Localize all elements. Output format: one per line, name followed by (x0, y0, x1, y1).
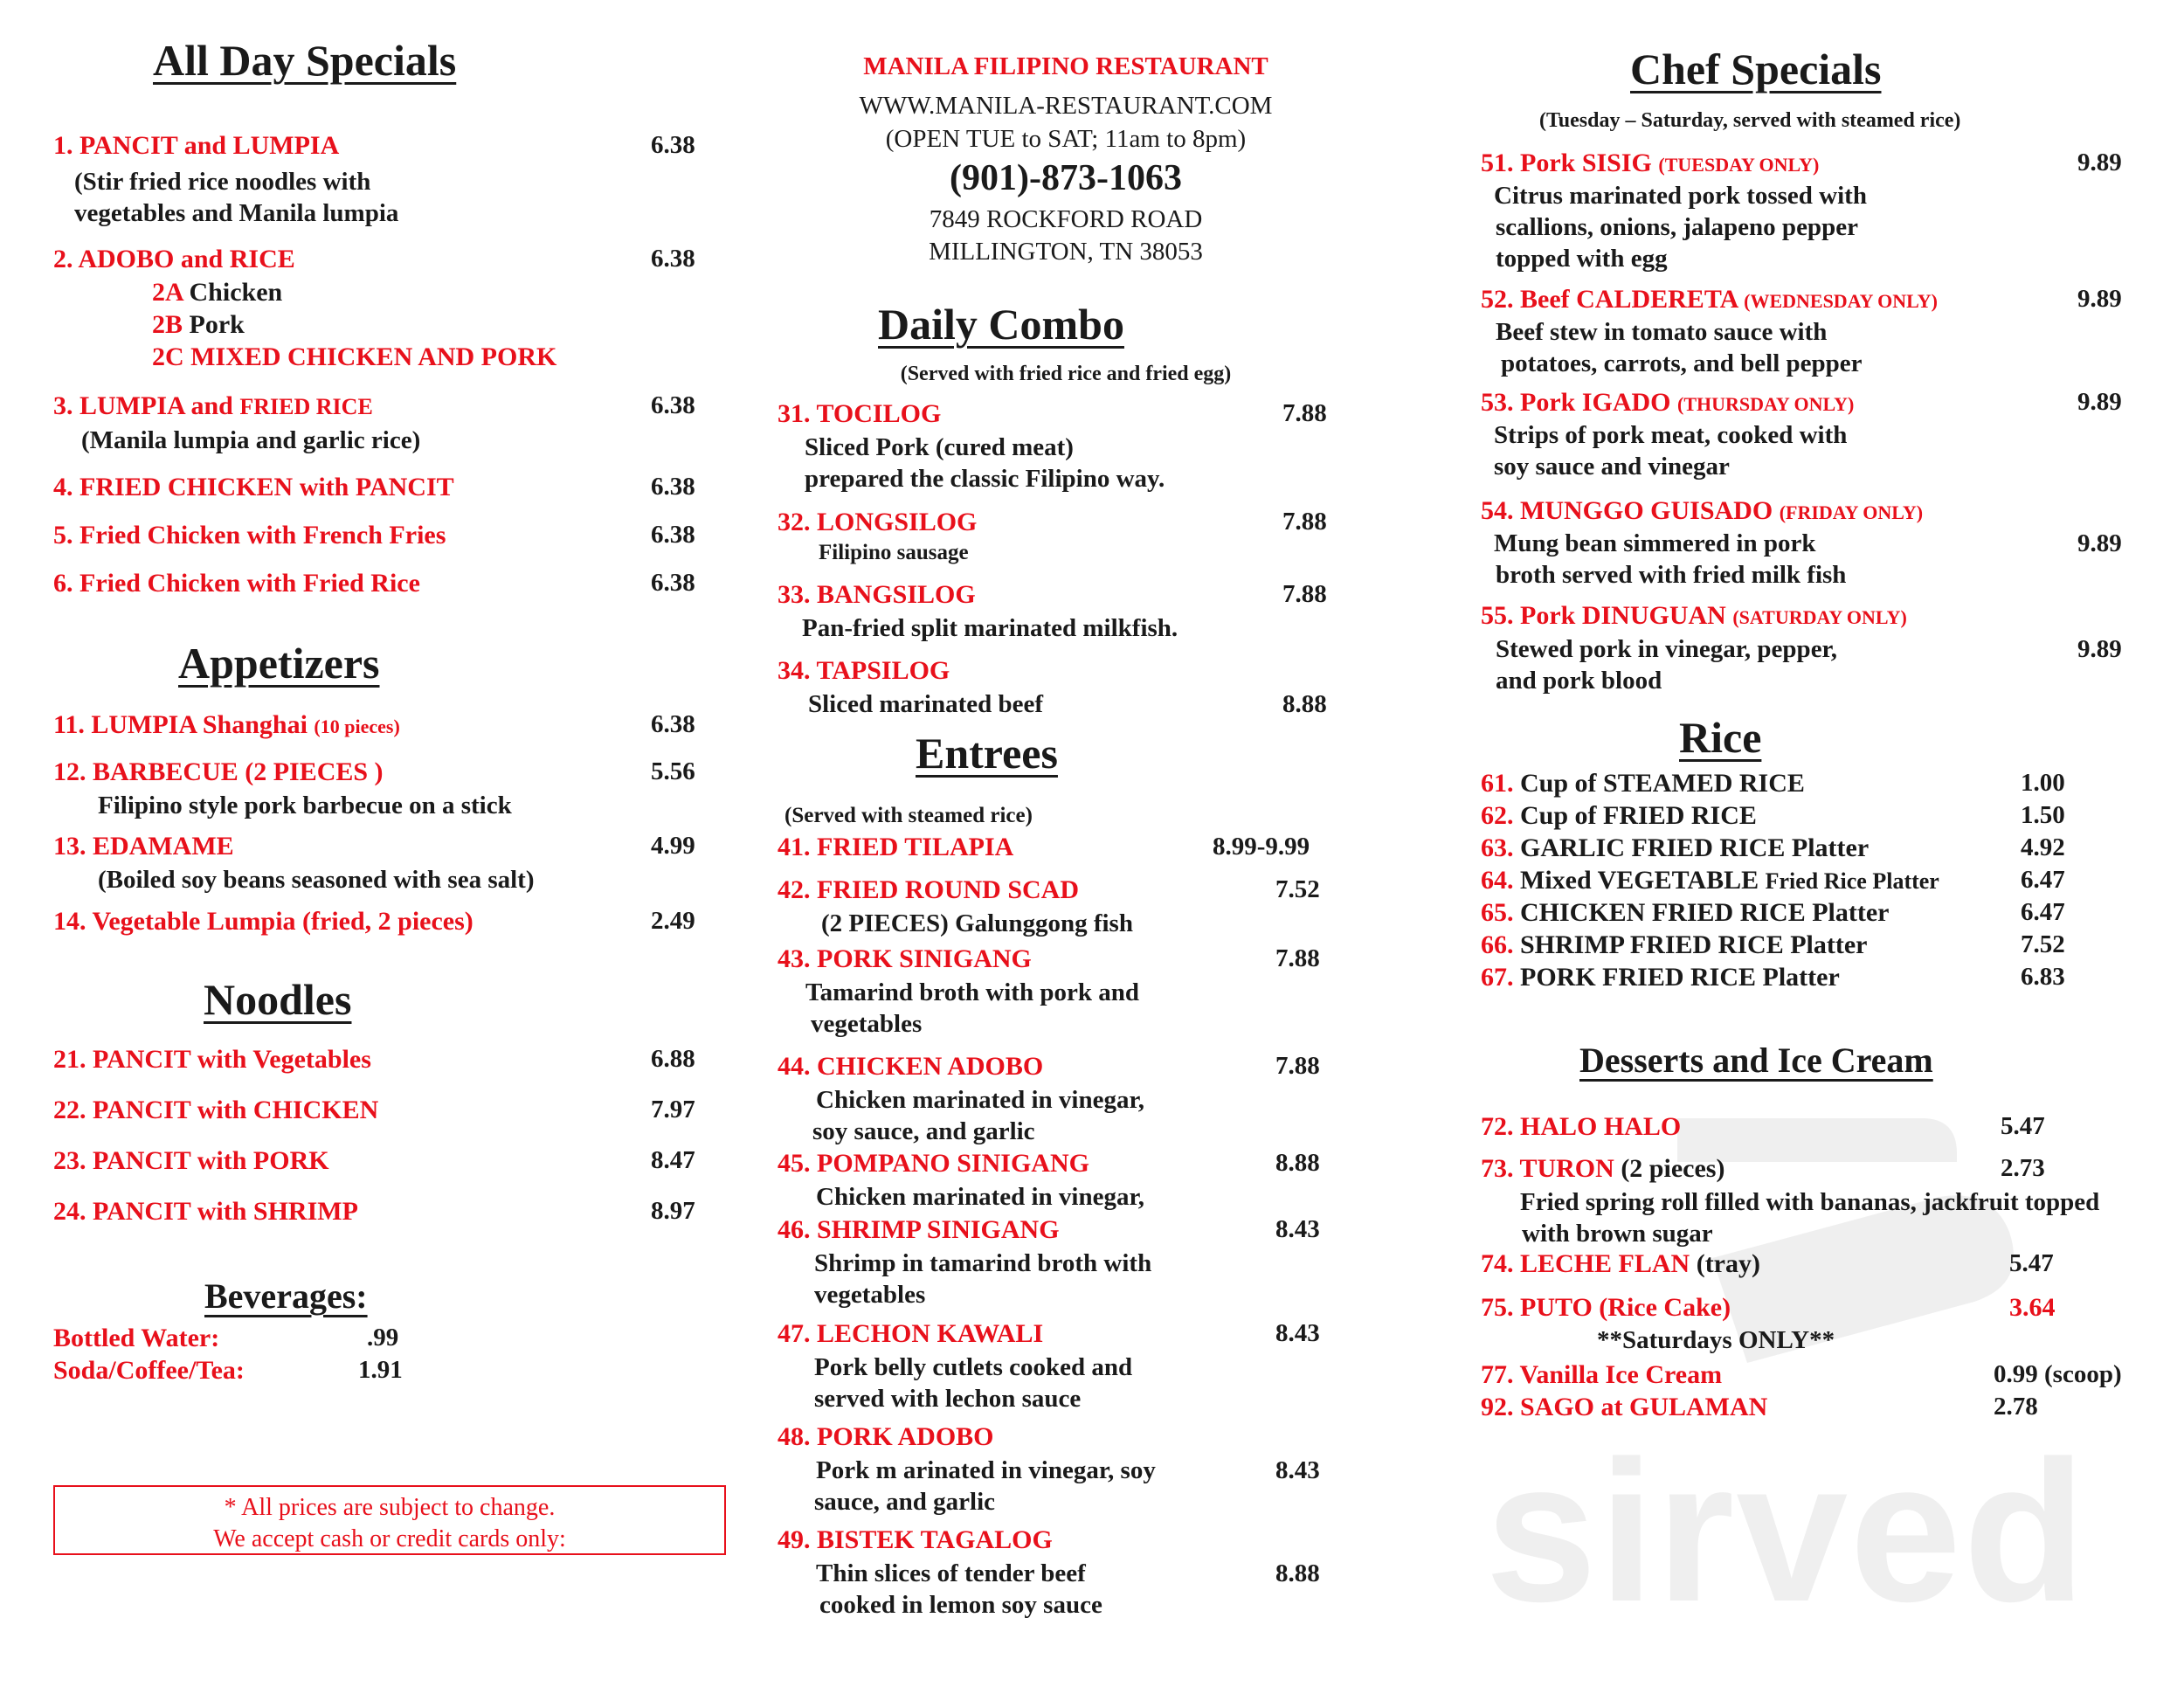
item-42-desc: (2 PIECES) Galunggong fish (821, 909, 1133, 937)
item-46-price: 8.43 (1275, 1215, 1320, 1243)
item-55-desc-1: Stewed pork in vinegar, pepper, (1496, 635, 1838, 663)
item-43-desc-2: vegetables (811, 1010, 923, 1038)
item-33-price: 7.88 (1282, 580, 1327, 608)
item-3-name (53, 391, 373, 421)
rice-item-61-price: 1.00 (2021, 769, 2065, 797)
item-24-name: 24. PANCIT with SHRIMP (53, 1197, 358, 1226)
item-34-name: 34. TAPSILOG (778, 656, 950, 685)
item-4-price: 6.38 (651, 473, 695, 501)
rice-heading: Rice (1679, 713, 1762, 762)
item-31-desc-2: prepared the classic Filipino way. (805, 465, 1165, 493)
item-31-price: 7.88 (1282, 399, 1327, 427)
item-11-name-text: 11. LUMPIA Shanghai (53, 710, 314, 739)
rice-item-63-num: 63. (1481, 833, 1514, 862)
item-14-price: 2.49 (651, 907, 695, 935)
rice-item-67 (1481, 963, 1840, 992)
item-48-desc-2: sauce, and garlic (814, 1488, 996, 1516)
item-31-desc-1: Sliced Pork (cured meat) (805, 433, 1074, 461)
item-53-note: (THURSDAY ONLY) (1677, 393, 1855, 415)
item-46-desc-2: vegetables (814, 1281, 926, 1309)
item-11-note: (10 pieces) (314, 716, 400, 737)
rice-item-66-num: 66. (1481, 930, 1514, 959)
item-11-name (53, 710, 400, 740)
item-74-price: 5.47 (2009, 1249, 2054, 1277)
rice-item-63-price: 4.92 (2021, 833, 2065, 861)
item-44-desc-2: soy sauce, and garlic (812, 1117, 1035, 1145)
item-73-note: (2 pieces) (1621, 1154, 1725, 1183)
item-75-note: **Saturdays ONLY** (1597, 1326, 1835, 1354)
item-41-price: 8.99-9.99 (1213, 833, 1310, 861)
rice-item-63-name: GARLIC FRIED RICE Platter (1520, 833, 1870, 862)
beverage-soda-price: 1.91 (358, 1356, 403, 1384)
item-44-price: 7.88 (1275, 1052, 1320, 1080)
hours: (OPEN TUE to SAT; 11am to 8pm) (885, 125, 1247, 153)
item-42-price: 7.52 (1275, 875, 1320, 903)
item-45-price: 8.88 (1275, 1149, 1320, 1177)
item-54-desc-2: broth served with fried milk fish (1496, 561, 1847, 589)
item-2a-label: Chicken (189, 278, 283, 307)
item-43-desc-1: Tamarind broth with pork and (805, 978, 1139, 1006)
item-73-desc-1: Fried spring roll filled with bananas, jackfruit topped (1520, 1188, 2100, 1216)
rice-item-62-num: 62. (1481, 801, 1514, 830)
item-75-name: 75. PUTO (Rice Cake) (1481, 1293, 1731, 1322)
item-33-desc: Pan-fried split marinated milkfish. (802, 614, 1178, 642)
item-2-price: 6.38 (651, 245, 695, 273)
item-12-name: 12. BARBECUE (2 PIECES ) (53, 757, 384, 786)
item-52-desc-1: Beef stew in tomato sauce with (1496, 318, 1828, 346)
item-54-desc-1: Mung bean simmered in pork (1494, 529, 1816, 557)
item-1-desc-2: vegetables and Manila lumpia (74, 199, 399, 227)
item-51-desc-1: Citrus marinated pork tossed with (1494, 182, 1867, 210)
item-2a-code: 2A (152, 278, 183, 307)
item-24-price: 8.97 (651, 1197, 695, 1225)
item-51-name (1481, 149, 1819, 178)
item-77-name: 77. Vanilla Ice Cream (1481, 1360, 1723, 1389)
item-2b-label: Pork (189, 310, 245, 339)
item-74-note: (tray) (1696, 1249, 1760, 1278)
item-72-name: 72. HALO HALO (1481, 1112, 1682, 1141)
item-5-price: 6.38 (651, 521, 695, 549)
daily-combo-subtitle: (Served with fried rice and fried egg) (900, 363, 1232, 385)
desserts-heading: Desserts and Ice Cream (1579, 1041, 1933, 1080)
beverage-soda-name: Soda/Coffee/Tea: (53, 1356, 245, 1385)
rice-item-62-name: Cup of FRIED RICE (1520, 801, 1757, 830)
item-49-price: 8.88 (1275, 1559, 1320, 1587)
item-33-name: 33. BANGSILOG (778, 580, 976, 609)
item-21-price: 6.88 (651, 1045, 695, 1073)
item-12-desc: Filipino style pork barbecue on a stick (98, 792, 512, 819)
item-31-name: 31. TOCILOG (778, 399, 942, 428)
price-notice-box (53, 1485, 726, 1555)
item-55-price: 9.89 (2077, 635, 2122, 663)
item-92-price: 2.78 (1994, 1393, 2038, 1421)
item-55-name (1481, 601, 1907, 631)
item-73-desc-2: with brown sugar (1522, 1220, 1713, 1248)
phone: (901)-873-1063 (950, 158, 1182, 198)
entrees-heading: Entrees (916, 729, 1058, 778)
item-44-name: 44. CHICKEN ADOBO (778, 1052, 1044, 1081)
rice-item-65-price: 6.47 (2021, 898, 2065, 926)
rice-item-67-price: 6.83 (2021, 963, 2065, 991)
rice-item-61 (1481, 769, 1805, 799)
item-52-desc-2: potatoes, carrots, and bell pepper (1501, 349, 1863, 377)
item-73-price: 2.73 (2001, 1154, 2045, 1182)
item-54-name (1481, 496, 1923, 526)
item-54-name-text: 54. MUNGGO GUISADO (1481, 496, 1780, 525)
rice-item-67-name: PORK FRIED RICE Platter (1520, 963, 1840, 992)
item-74-name-text: 74. LECHE FLAN (1481, 1249, 1697, 1278)
website: WWW.MANILA-RESTAURANT.COM (859, 92, 1273, 120)
item-51-desc-2: scallions, onions, jalapeno pepper (1496, 213, 1858, 241)
item-23-name: 23. PANCIT with PORK (53, 1146, 329, 1175)
item-48-name: 48. PORK ADOBO (778, 1422, 994, 1451)
appetizers-heading: Appetizers (178, 639, 380, 688)
item-55-note: (SATURDAY ONLY) (1732, 606, 1907, 628)
item-2b-code: 2B (152, 310, 183, 339)
item-72-price: 5.47 (2001, 1112, 2045, 1140)
item-49-desc-2: cooked in lemon soy sauce (819, 1591, 1102, 1619)
item-2-name: 2. ADOBO and RICE (53, 245, 295, 273)
rice-item-64-name: Mixed VEGETABLE (1520, 866, 1766, 895)
item-73-name (1481, 1154, 1724, 1184)
item-48-price: 8.43 (1275, 1456, 1320, 1484)
rice-item-66-name: SHRIMP FRIED RICE Platter (1520, 930, 1868, 959)
item-3-name-b: FRIED RICE (239, 394, 373, 419)
address-line-1: 7849 ROCKFORD ROAD (929, 205, 1203, 233)
item-55-desc-2: and pork blood (1496, 667, 1662, 695)
item-44-desc-1: Chicken marinated in vinegar, (816, 1086, 1144, 1114)
item-54-note: (FRIDAY ONLY) (1779, 501, 1924, 523)
item-22-name: 22. PANCIT with CHICKEN (53, 1096, 379, 1124)
item-45-desc: Chicken marinated in vinegar, (816, 1183, 1144, 1211)
item-53-name-text: 53. Pork IGADO (1481, 388, 1677, 417)
item-11-price: 6.38 (651, 710, 695, 738)
item-32-desc: Filipino sausage (819, 541, 969, 564)
item-52-name-text: 52. Beef CALDERETA (1481, 285, 1745, 314)
item-46-name: 46. SHRIMP SINIGANG (778, 1215, 1060, 1244)
item-51-note: (TUESDAY ONLY) (1658, 154, 1820, 176)
item-49-desc-1: Thin slices of tender beef (816, 1559, 1086, 1587)
item-54-price: 9.89 (2077, 529, 2122, 557)
rice-item-61-name: Cup of STEAMED RICE (1520, 769, 1805, 798)
item-6-name: 6. Fried Chicken with Fried Rice (53, 569, 420, 598)
item-74-name (1481, 1249, 1760, 1279)
item-47-name: 47. LECHON KAWALI (778, 1319, 1044, 1348)
item-75-price: 3.64 (2009, 1293, 2056, 1322)
daily-combo-heading: Daily Combo (878, 300, 1124, 349)
item-13-price: 4.99 (651, 832, 695, 860)
item-47-desc-2: served with lechon sauce (814, 1385, 1082, 1413)
rice-item-64-name-2: Fried Rice Platter (1765, 868, 1939, 894)
chef-specials-heading: Chef Specials (1630, 45, 1882, 93)
item-2c: 2C MIXED CHICKEN AND PORK (152, 342, 557, 371)
item-1-price: 6.38 (651, 131, 695, 159)
rice-item-62-price: 1.50 (2021, 801, 2065, 829)
rice-item-64-price: 6.47 (2021, 866, 2065, 894)
rice-item-64-num: 64. (1481, 866, 1514, 895)
chef-specials-subtitle: (Tuesday – Saturday, served with steamed rice) (1539, 109, 1961, 132)
entrees-subtitle: (Served with steamed rice) (784, 804, 1033, 827)
item-32-name: 32. LONGSILOG (778, 508, 978, 536)
restaurant-name: MANILA FILIPINO RESTAURANT (863, 52, 1268, 80)
item-51-price: 9.89 (2077, 149, 2122, 176)
item-23-price: 8.47 (651, 1146, 695, 1174)
item-13-desc: (Boiled soy beans seasoned with sea salt) (98, 866, 535, 894)
item-3-price: 6.38 (651, 391, 695, 419)
item-45-name: 45. POMPANO SINIGANG (778, 1149, 1089, 1178)
notice-line-1: * All prices are subject to change. (224, 1494, 556, 1521)
item-3-name-a: 3. LUMPIA and (53, 391, 240, 420)
rice-item-62 (1481, 801, 1757, 831)
item-2b (152, 310, 245, 340)
item-73-name-text: 73. TURON (1481, 1154, 1621, 1183)
item-51-name-text: 51. Pork SISIG (1481, 149, 1659, 177)
item-52-note: (WEDNESDAY ONLY) (1744, 290, 1939, 312)
item-1-desc-1: (Stir fried rice noodles with (74, 168, 371, 196)
rice-item-65-name: CHICKEN FRIED RICE Platter (1520, 898, 1890, 927)
rice-item-65-num: 65. (1481, 898, 1514, 927)
notice-line-2: We accept cash or credit cards only: (213, 1525, 566, 1552)
rice-item-63 (1481, 833, 1869, 863)
item-3-desc: (Manila lumpia and garlic rice) (81, 426, 421, 454)
item-5-name: 5. Fried Chicken with French Fries (53, 521, 446, 550)
item-22-price: 7.97 (651, 1096, 695, 1124)
item-47-desc-1: Pork belly cutlets cooked and (814, 1353, 1133, 1381)
item-53-name (1481, 388, 1854, 418)
item-51-desc-3: topped with egg (1496, 245, 1668, 273)
beverage-water-price: .99 (367, 1324, 399, 1352)
item-41-name: 41. FRIED TILAPIA (778, 833, 1014, 861)
item-6-price: 6.38 (651, 569, 695, 597)
item-1-name: 1. PANCIT and LUMPIA (53, 131, 340, 160)
item-43-name: 43. PORK SINIGANG (778, 944, 1032, 973)
item-34-price: 8.88 (1282, 690, 1327, 718)
item-42-name: 42. FRIED ROUND SCAD (778, 875, 1080, 904)
item-52-name (1481, 285, 1938, 315)
rice-item-66-price: 7.52 (2021, 930, 2065, 958)
rice-item-67-num: 67. (1481, 963, 1514, 992)
item-53-desc-2: soy sauce and vinegar (1494, 453, 1730, 481)
rice-item-64 (1481, 866, 1939, 895)
noodles-heading: Noodles (204, 975, 352, 1024)
beverage-water-name: Bottled Water: (53, 1324, 220, 1352)
item-43-price: 7.88 (1275, 944, 1320, 972)
address-line-2: MILLINGTON, TN 38053 (929, 238, 1203, 266)
beverages-heading: Beverages: (204, 1276, 368, 1316)
rice-item-66 (1481, 930, 1867, 960)
rice-item-65 (1481, 898, 1889, 928)
item-48-desc-1: Pork m arinated in vinegar, soy (816, 1456, 1156, 1484)
item-13-name: 13. EDAMAME (53, 832, 234, 861)
item-21-name: 21. PANCIT with Vegetables (53, 1045, 371, 1074)
rice-item-61-num: 61. (1481, 769, 1514, 798)
item-77-price: 0.99 (scoop) (1994, 1360, 2122, 1388)
all-day-specials-heading: All Day Specials (153, 36, 457, 85)
item-53-price: 9.89 (2077, 388, 2122, 416)
item-12-price: 5.56 (651, 757, 695, 785)
item-55-name-text: 55. Pork DINUGUAN (1481, 601, 1733, 630)
item-32-price: 7.88 (1282, 508, 1327, 536)
item-14-name: 14. Vegetable Lumpia (fried, 2 pieces) (53, 907, 473, 936)
item-34-desc: Sliced marinated beef (808, 690, 1044, 718)
watermark-text: sirved (1485, 1419, 2088, 1643)
item-53-desc-1: Strips of pork meat, cooked with (1494, 421, 1848, 449)
item-46-desc-1: Shrimp in tamarind broth with (814, 1249, 1152, 1277)
item-52-price: 9.89 (2077, 285, 2122, 313)
item-4-name: 4. FRIED CHICKEN with PANCIT (53, 473, 454, 501)
item-2a (152, 278, 282, 308)
item-47-price: 8.43 (1275, 1319, 1320, 1347)
item-92-name: 92. SAGO at GULAMAN (1481, 1393, 1768, 1421)
item-49-name: 49. BISTEK TAGALOG (778, 1525, 1053, 1554)
